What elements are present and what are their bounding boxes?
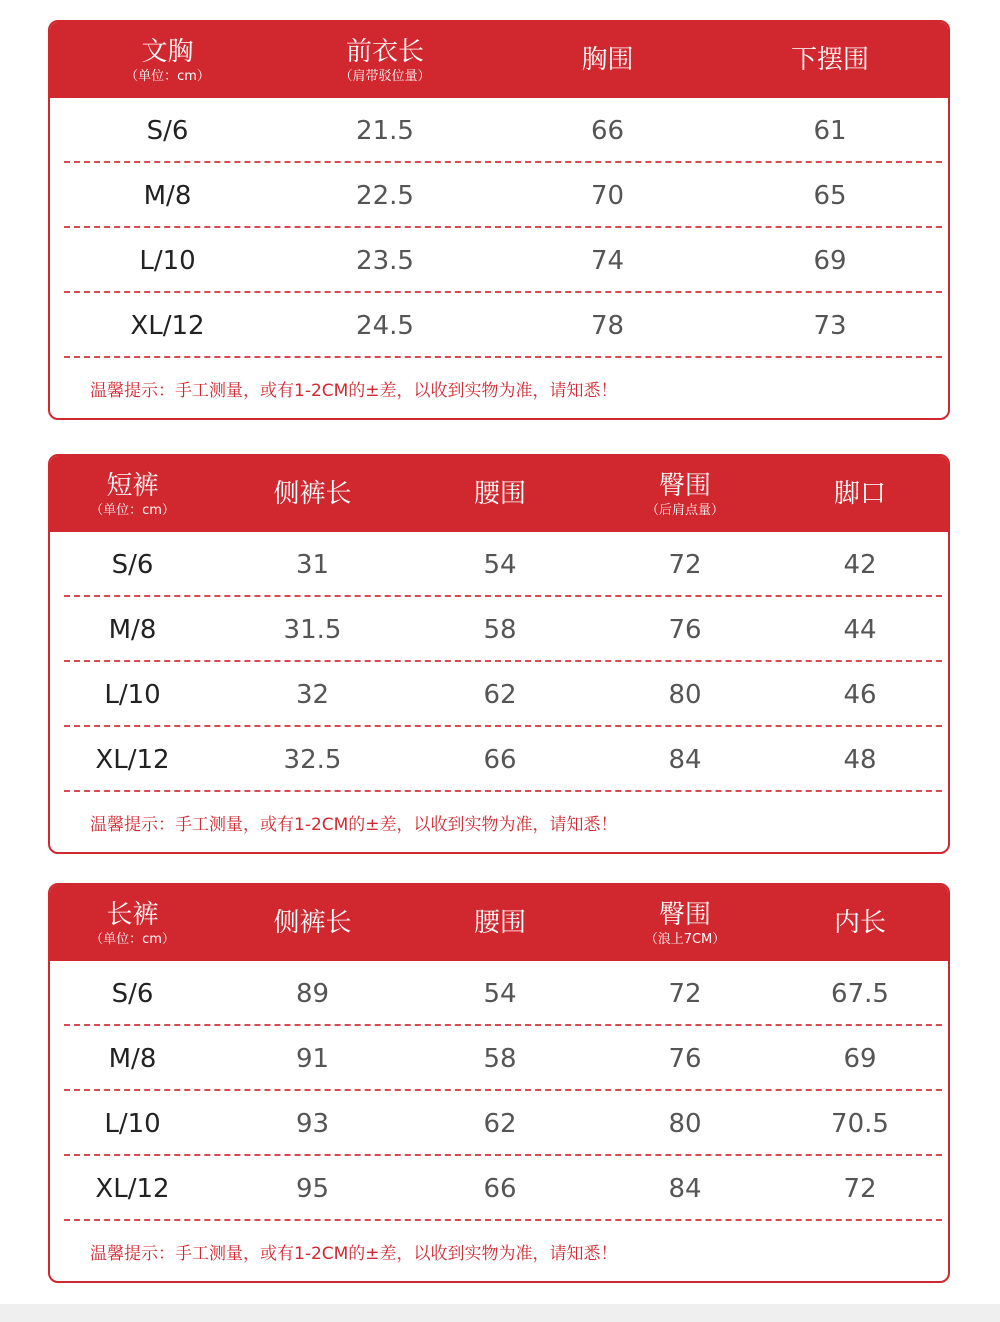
value-cell: 44 <box>843 614 877 645</box>
table-row <box>50 293 948 358</box>
measurement-note: 温馨提示：手工测量，或有1-2CM的±差，以收到实物为准，请知悉！ <box>90 380 618 401</box>
measurement-note: 温馨提示：手工测量，或有1-2CM的±差，以收到实物为准，请知悉！ <box>90 814 618 835</box>
header-sublabel: （单位：cm） <box>125 68 210 84</box>
value-cell: 48 <box>843 744 877 775</box>
measurement-note: 温馨提示：手工测量，或有1-2CM的±差，以收到实物为准，请知悉！ <box>90 1243 618 1264</box>
value-cell: 22.5 <box>356 180 414 211</box>
table-row <box>50 98 948 163</box>
size-cell: M/8 <box>108 614 157 645</box>
header-cell <box>50 900 215 947</box>
value-cell: 89 <box>295 978 330 1009</box>
size-table-pants <box>48 883 950 1283</box>
value-cell: 80 <box>668 1108 702 1139</box>
value-cell: 58 <box>483 1043 517 1074</box>
table-row <box>50 1091 948 1156</box>
table-row <box>50 662 948 727</box>
header-label: 胸围 <box>581 45 634 75</box>
header-label: 短裤 <box>106 470 159 501</box>
header-cell <box>215 908 410 938</box>
header-sublabel: （浪上7CM） <box>644 931 726 947</box>
table-row <box>50 163 948 228</box>
value-cell: 21.5 <box>356 115 414 146</box>
header-cell <box>780 908 940 938</box>
header-cell <box>215 479 410 509</box>
header-label: 内长 <box>833 908 886 938</box>
size-table-shorts <box>48 454 950 854</box>
header-cell <box>590 471 780 518</box>
header-label: 下摆围 <box>790 45 869 75</box>
table-row <box>50 532 948 597</box>
value-cell: 23.5 <box>356 245 414 276</box>
value-cell: 72 <box>668 549 702 580</box>
value-cell: 31.5 <box>283 614 342 645</box>
header-sublabel: （单位：cm） <box>90 931 175 947</box>
table-row <box>50 228 948 293</box>
value-cell: 91 <box>295 1043 330 1074</box>
value-cell: 54 <box>483 978 517 1009</box>
footer-strip <box>0 1304 1000 1322</box>
header-sublabel: （后肩点量） <box>645 502 724 518</box>
table-row <box>50 1026 948 1091</box>
value-cell: 76 <box>668 614 702 645</box>
value-cell: 76 <box>668 1043 702 1074</box>
value-cell: 72 <box>668 978 702 1009</box>
size-cell: S/6 <box>111 978 154 1009</box>
value-cell: 66 <box>483 744 517 775</box>
value-cell: 42 <box>843 549 877 580</box>
header-label: 臀围 <box>658 899 711 930</box>
value-cell: 58 <box>483 614 517 645</box>
value-cell: 67.5 <box>831 978 889 1009</box>
header-cell <box>730 45 930 75</box>
header-sublabel: （肩带驳位量） <box>339 68 431 84</box>
size-cell: M/8 <box>143 180 192 211</box>
header-label: 前衣长 <box>345 36 424 67</box>
value-cell: 31 <box>295 549 330 580</box>
value-cell: 66 <box>590 115 625 146</box>
value-cell: 72 <box>843 1173 877 1204</box>
value-cell: 70.5 <box>831 1108 889 1139</box>
value-cell: 65 <box>813 180 847 211</box>
header-label: 腰围 <box>473 908 526 938</box>
table-header <box>50 456 948 532</box>
size-cell: XL/12 <box>95 1173 170 1204</box>
header-label: 臀围 <box>658 470 711 501</box>
value-cell: 32.5 <box>283 744 342 775</box>
size-table-bra <box>48 20 950 420</box>
value-cell: 73 <box>813 310 847 341</box>
header-label: 腰围 <box>473 479 526 509</box>
value-cell: 46 <box>843 679 877 710</box>
value-cell: 69 <box>813 245 847 276</box>
header-cell <box>50 471 215 518</box>
header-cell <box>780 479 940 509</box>
value-cell: 84 <box>668 744 702 775</box>
size-cell: M/8 <box>108 1043 157 1074</box>
header-cell <box>410 479 590 509</box>
value-cell: 74 <box>590 245 625 276</box>
header-cell <box>285 37 485 84</box>
header-label: 脚口 <box>833 479 886 509</box>
value-cell: 93 <box>295 1108 330 1139</box>
value-cell: 69 <box>843 1043 877 1074</box>
table-row <box>50 597 948 662</box>
value-cell: 24.5 <box>356 310 414 341</box>
value-cell: 54 <box>483 549 517 580</box>
value-cell: 61 <box>813 115 847 146</box>
size-cell: L/10 <box>104 1108 161 1139</box>
size-cell: S/6 <box>111 549 154 580</box>
header-cell <box>485 45 730 75</box>
table-header <box>50 22 948 98</box>
header-label: 侧裤长 <box>273 479 352 509</box>
size-cell: XL/12 <box>130 310 205 341</box>
header-label: 长裤 <box>106 899 159 930</box>
value-cell: 66 <box>483 1173 517 1204</box>
size-cell: L/10 <box>104 679 161 710</box>
table-header <box>50 885 948 961</box>
value-cell: 32 <box>295 679 330 710</box>
header-cell <box>590 900 780 947</box>
header-cell <box>410 908 590 938</box>
value-cell: 70 <box>590 180 625 211</box>
size-cell: XL/12 <box>95 744 170 775</box>
value-cell: 84 <box>668 1173 702 1204</box>
value-cell: 80 <box>668 679 702 710</box>
size-cell: L/10 <box>139 245 196 276</box>
size-cell: S/6 <box>146 115 189 146</box>
header-label: 侧裤长 <box>273 908 352 938</box>
table-row <box>50 1156 948 1221</box>
value-cell: 62 <box>483 1108 517 1139</box>
header-label: 文胸 <box>141 36 194 67</box>
table-row <box>50 727 948 792</box>
header-sublabel: （单位：cm） <box>90 502 175 518</box>
value-cell: 62 <box>483 679 517 710</box>
value-cell: 78 <box>590 310 625 341</box>
value-cell: 95 <box>295 1173 330 1204</box>
header-cell <box>50 37 285 84</box>
table-row <box>50 961 948 1026</box>
